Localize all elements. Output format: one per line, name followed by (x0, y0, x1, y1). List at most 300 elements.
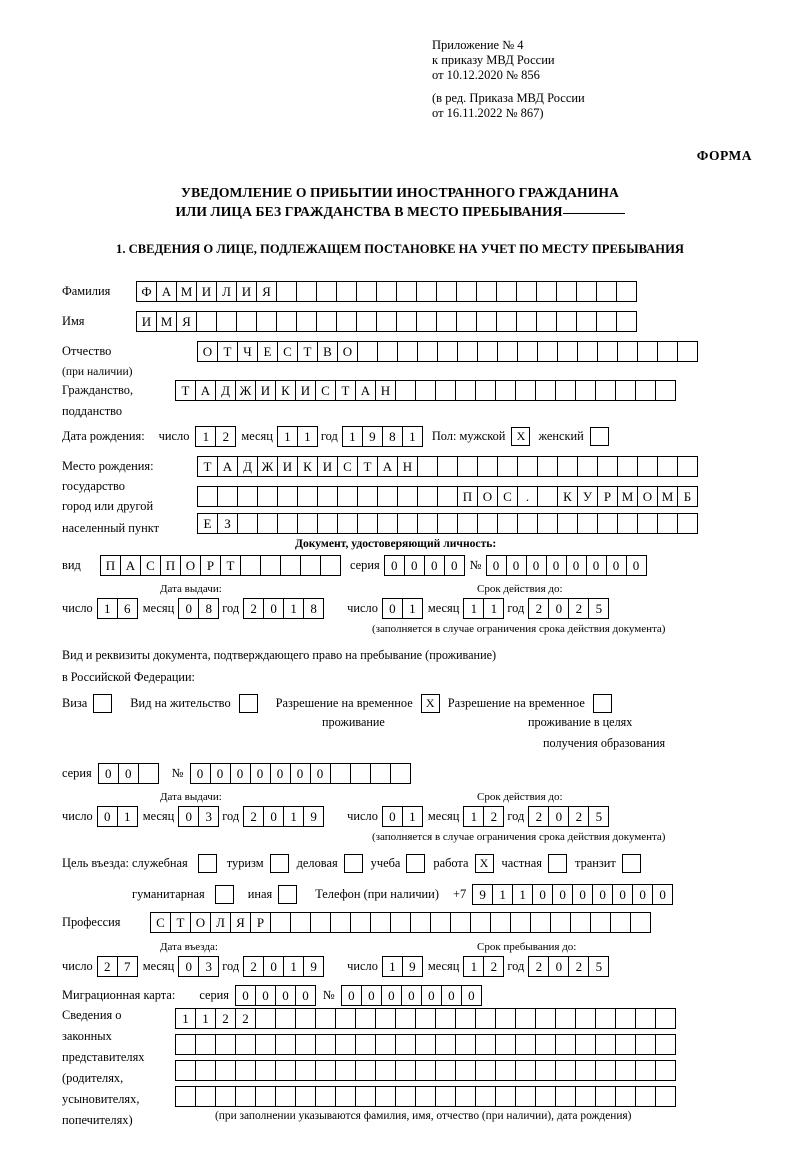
form-cell[interactable] (655, 1060, 676, 1081)
form-cell[interactable] (375, 1034, 396, 1055)
checkbox-purpose-business[interactable] (344, 854, 363, 873)
form-cell[interactable]: О (190, 912, 211, 933)
form-cell[interactable] (617, 513, 638, 534)
birth-month-boxes[interactable] (277, 426, 317, 447)
form-cell[interactable] (390, 763, 411, 784)
form-cell[interactable]: В (317, 341, 338, 362)
form-cell[interactable]: 0 (461, 985, 482, 1006)
form-cell[interactable] (240, 555, 261, 576)
form-cell[interactable] (195, 1060, 216, 1081)
form-cell[interactable] (655, 1034, 676, 1055)
form-cell[interactable] (280, 555, 301, 576)
form-cell[interactable] (417, 341, 438, 362)
form-cell[interactable] (455, 1008, 476, 1029)
form-cell[interactable] (535, 1008, 556, 1029)
form-cell[interactable]: 0 (526, 555, 547, 576)
form-cell[interactable]: А (195, 380, 216, 401)
form-cell[interactable]: 1 (492, 884, 513, 905)
form-cell[interactable] (277, 513, 298, 534)
form-cell[interactable]: И (136, 311, 157, 332)
form-cell[interactable]: Р (597, 486, 618, 507)
form-cell[interactable] (416, 281, 437, 302)
form-cell[interactable] (257, 513, 278, 534)
form-cell[interactable]: 0 (270, 763, 291, 784)
form-cell[interactable] (575, 380, 596, 401)
form-cell[interactable] (356, 311, 377, 332)
form-cell[interactable] (537, 341, 558, 362)
form-cell[interactable]: 0 (444, 555, 465, 576)
form-cell[interactable] (437, 456, 458, 477)
form-cell[interactable] (217, 486, 238, 507)
form-cell[interactable] (376, 281, 397, 302)
entry-day-boxes[interactable] (97, 956, 137, 977)
form-cell[interactable] (475, 1086, 496, 1107)
form-cell[interactable]: 1 (283, 806, 304, 827)
form-cell[interactable] (595, 1086, 616, 1107)
form-cell[interactable] (477, 341, 498, 362)
form-cell[interactable]: 0 (441, 985, 462, 1006)
form-cell[interactable]: Я (176, 311, 197, 332)
form-cell[interactable] (310, 912, 331, 933)
form-cell[interactable]: 0 (552, 884, 573, 905)
form-cell[interactable] (555, 380, 576, 401)
form-cell[interactable] (235, 1060, 256, 1081)
form-cell[interactable]: Т (175, 380, 196, 401)
form-cell[interactable] (517, 513, 538, 534)
form-cell[interactable]: К (557, 486, 578, 507)
form-cell[interactable]: 2 (568, 956, 589, 977)
form-cell[interactable]: Е (197, 513, 218, 534)
checkbox-purpose-other[interactable] (278, 885, 297, 904)
form-cell[interactable]: 1 (175, 1008, 196, 1029)
permit-valid-month-boxes[interactable] (463, 806, 503, 827)
form-cell[interactable] (596, 311, 617, 332)
form-cell[interactable] (437, 341, 458, 362)
phone-boxes[interactable] (472, 884, 672, 905)
form-cell[interactable] (296, 281, 317, 302)
form-cell[interactable]: О (180, 555, 201, 576)
form-cell[interactable]: 2 (528, 598, 549, 619)
checkbox-purpose-humanitarian[interactable] (215, 885, 234, 904)
form-cell[interactable]: 0 (572, 884, 593, 905)
form-cell[interactable]: 0 (263, 806, 284, 827)
form-cell[interactable] (615, 1034, 636, 1055)
form-cell[interactable]: 0 (384, 555, 405, 576)
form-cell[interactable]: П (457, 486, 478, 507)
form-cell[interactable]: 0 (235, 985, 256, 1006)
form-cell[interactable] (455, 380, 476, 401)
doc-issue-day-boxes[interactable] (97, 598, 137, 619)
form-cell[interactable]: 0 (98, 763, 119, 784)
profession-boxes[interactable] (150, 912, 650, 933)
form-cell[interactable] (435, 1008, 456, 1029)
form-cell[interactable] (175, 1060, 196, 1081)
form-cell[interactable]: 1 (342, 426, 363, 447)
form-cell[interactable] (357, 486, 378, 507)
form-cell[interactable] (335, 1034, 356, 1055)
stay-month-boxes[interactable] (463, 956, 503, 977)
form-cell[interactable] (315, 1086, 336, 1107)
form-cell[interactable] (495, 1086, 516, 1107)
stay-day-boxes[interactable] (382, 956, 422, 977)
form-cell[interactable] (475, 380, 496, 401)
form-cell[interactable]: Т (297, 341, 318, 362)
form-cell[interactable]: 0 (382, 806, 403, 827)
form-cell[interactable]: 2 (483, 956, 504, 977)
form-cell[interactable] (295, 1086, 316, 1107)
form-cell[interactable] (515, 1008, 536, 1029)
form-cell[interactable] (556, 311, 577, 332)
form-cell[interactable]: 0 (566, 555, 587, 576)
form-cell[interactable] (476, 281, 497, 302)
form-cell[interactable] (337, 486, 358, 507)
form-cell[interactable] (297, 486, 318, 507)
form-cell[interactable]: 6 (117, 598, 138, 619)
form-cell[interactable]: Б (677, 486, 698, 507)
form-cell[interactable]: К (297, 456, 318, 477)
form-cell[interactable]: И (196, 281, 217, 302)
form-cell[interactable] (495, 380, 516, 401)
form-cell[interactable] (415, 380, 436, 401)
form-cell[interactable] (397, 341, 418, 362)
form-cell[interactable] (496, 311, 517, 332)
form-cell[interactable] (657, 456, 678, 477)
form-cell[interactable] (435, 1034, 456, 1055)
form-cell[interactable] (196, 311, 217, 332)
form-cell[interactable]: А (355, 380, 376, 401)
form-cell[interactable] (555, 1008, 576, 1029)
checkbox-purpose-tourism[interactable] (270, 854, 289, 873)
form-cell[interactable] (437, 486, 458, 507)
doc-valid-year-boxes[interactable] (528, 598, 608, 619)
form-cell[interactable] (677, 513, 698, 534)
legal-rep-boxes-row4[interactable] (175, 1086, 675, 1107)
form-cell[interactable] (370, 912, 391, 933)
form-cell[interactable] (410, 912, 431, 933)
form-cell[interactable]: 2 (568, 598, 589, 619)
form-cell[interactable] (556, 281, 577, 302)
form-cell[interactable] (595, 1060, 616, 1081)
form-cell[interactable] (277, 486, 298, 507)
form-cell[interactable] (610, 912, 631, 933)
form-cell[interactable] (255, 1086, 276, 1107)
form-cell[interactable]: 0 (210, 763, 231, 784)
form-cell[interactable]: 2 (528, 806, 549, 827)
form-cell[interactable] (617, 341, 638, 362)
doc-kind-boxes[interactable] (100, 555, 340, 576)
form-cell[interactable] (315, 1034, 336, 1055)
form-cell[interactable] (635, 380, 656, 401)
checkbox-purpose-private[interactable] (548, 854, 567, 873)
checkbox-purpose-transit[interactable] (622, 854, 641, 873)
form-cell[interactable] (456, 281, 477, 302)
form-cell[interactable] (375, 1086, 396, 1107)
form-cell[interactable] (255, 1034, 276, 1055)
form-cell[interactable]: 5 (588, 806, 609, 827)
form-cell[interactable]: 9 (303, 956, 324, 977)
form-cell[interactable]: 1 (402, 426, 423, 447)
form-cell[interactable] (235, 1086, 256, 1107)
form-cell[interactable]: А (120, 555, 141, 576)
form-cell[interactable]: И (236, 281, 257, 302)
name-boxes[interactable] (136, 311, 636, 332)
form-cell[interactable] (497, 341, 518, 362)
form-cell[interactable] (475, 1008, 496, 1029)
permit-series-boxes[interactable] (98, 763, 158, 784)
form-cell[interactable] (417, 486, 438, 507)
form-cell[interactable] (516, 311, 537, 332)
form-cell[interactable]: 0 (381, 985, 402, 1006)
form-cell[interactable] (430, 912, 451, 933)
migration-series-boxes[interactable] (235, 985, 315, 1006)
form-cell[interactable] (417, 456, 438, 477)
form-cell[interactable] (517, 341, 538, 362)
form-cell[interactable] (330, 763, 351, 784)
form-cell[interactable]: М (176, 281, 197, 302)
form-cell[interactable] (457, 341, 478, 362)
form-cell[interactable] (216, 311, 237, 332)
form-cell[interactable]: 7 (117, 956, 138, 977)
form-cell[interactable]: 1 (297, 426, 318, 447)
form-cell[interactable]: 0 (626, 555, 647, 576)
form-cell[interactable] (455, 1060, 476, 1081)
form-cell[interactable] (576, 311, 597, 332)
form-cell[interactable]: Т (217, 341, 238, 362)
form-cell[interactable]: 1 (97, 598, 118, 619)
form-cell[interactable]: 3 (198, 806, 219, 827)
form-cell[interactable] (375, 1060, 396, 1081)
form-cell[interactable]: 1 (283, 598, 304, 619)
form-cell[interactable] (637, 456, 658, 477)
form-cell[interactable] (516, 281, 537, 302)
form-cell[interactable] (597, 513, 618, 534)
form-cell[interactable] (495, 1008, 516, 1029)
form-cell[interactable] (315, 1060, 336, 1081)
form-cell[interactable] (617, 456, 638, 477)
form-cell[interactable]: И (295, 380, 316, 401)
form-cell[interactable]: 0 (310, 763, 331, 784)
form-cell[interactable] (415, 1060, 436, 1081)
permit-number-boxes[interactable] (190, 763, 410, 784)
form-cell[interactable] (550, 912, 571, 933)
form-cell[interactable]: Т (357, 456, 378, 477)
form-cell[interactable]: 0 (290, 763, 311, 784)
permit-issue-month-boxes[interactable] (178, 806, 218, 827)
form-cell[interactable]: У (577, 486, 598, 507)
form-cell[interactable] (635, 1034, 656, 1055)
form-cell[interactable]: 0 (250, 763, 271, 784)
form-cell[interactable] (456, 311, 477, 332)
form-cell[interactable] (475, 1034, 496, 1055)
form-cell[interactable]: 0 (404, 555, 425, 576)
checkbox-purpose-service[interactable] (198, 854, 217, 873)
form-cell[interactable] (575, 1034, 596, 1055)
form-cell[interactable] (316, 281, 337, 302)
birth-place-boxes[interactable] (197, 456, 697, 477)
form-cell[interactable] (495, 1060, 516, 1081)
form-cell[interactable]: 1 (463, 806, 484, 827)
form-cell[interactable]: 0 (612, 884, 633, 905)
form-cell[interactable] (555, 1034, 576, 1055)
form-cell[interactable]: 1 (195, 426, 216, 447)
legal-rep-boxes-row1[interactable] (175, 1008, 675, 1029)
form-cell[interactable]: 0 (606, 555, 627, 576)
form-cell[interactable] (295, 1034, 316, 1055)
surname-boxes[interactable] (136, 281, 636, 302)
form-cell[interactable]: С (140, 555, 161, 576)
form-cell[interactable]: 0 (275, 985, 296, 1006)
form-cell[interactable] (357, 341, 378, 362)
form-cell[interactable] (677, 341, 698, 362)
form-cell[interactable] (557, 341, 578, 362)
form-cell[interactable] (495, 1034, 516, 1055)
form-cell[interactable] (557, 513, 578, 534)
checkbox-visa[interactable] (93, 694, 112, 713)
form-cell[interactable] (395, 1060, 416, 1081)
form-cell[interactable] (317, 513, 338, 534)
form-cell[interactable] (515, 1034, 536, 1055)
form-cell[interactable] (615, 380, 636, 401)
form-cell[interactable]: 0 (178, 956, 199, 977)
form-cell[interactable]: О (637, 486, 658, 507)
form-cell[interactable]: 0 (178, 598, 199, 619)
form-cell[interactable] (316, 311, 337, 332)
form-cell[interactable]: О (477, 486, 498, 507)
entry-month-boxes[interactable] (178, 956, 218, 977)
form-cell[interactable] (236, 311, 257, 332)
form-cell[interactable]: 0 (632, 884, 653, 905)
form-cell[interactable] (596, 281, 617, 302)
form-cell[interactable] (276, 311, 297, 332)
form-cell[interactable]: 0 (230, 763, 251, 784)
form-cell[interactable] (510, 912, 531, 933)
form-cell[interactable] (455, 1086, 476, 1107)
checkbox-temp-residence[interactable]: Х (421, 694, 440, 713)
form-cell[interactable] (537, 486, 558, 507)
form-cell[interactable]: Р (200, 555, 221, 576)
form-cell[interactable] (275, 1060, 296, 1081)
form-cell[interactable] (457, 513, 478, 534)
form-cell[interactable]: 1 (382, 956, 403, 977)
form-cell[interactable]: 0 (295, 985, 316, 1006)
form-cell[interactable] (630, 912, 651, 933)
form-cell[interactable]: М (156, 311, 177, 332)
form-cell[interactable]: 0 (341, 985, 362, 1006)
form-cell[interactable]: А (377, 456, 398, 477)
form-cell[interactable]: И (317, 456, 338, 477)
form-cell[interactable] (477, 513, 498, 534)
form-cell[interactable] (435, 1060, 456, 1081)
permit-issue-day-boxes[interactable] (97, 806, 137, 827)
form-cell[interactable]: Т (220, 555, 241, 576)
form-cell[interactable]: 0 (263, 598, 284, 619)
form-cell[interactable]: 0 (424, 555, 445, 576)
form-cell[interactable]: С (497, 486, 518, 507)
doc-issue-year-boxes[interactable] (243, 598, 323, 619)
form-cell[interactable] (275, 1034, 296, 1055)
checkbox-male[interactable]: Х (511, 427, 530, 446)
form-cell[interactable] (635, 1008, 656, 1029)
form-cell[interactable]: 0 (382, 598, 403, 619)
form-cell[interactable] (300, 555, 321, 576)
form-cell[interactable] (237, 513, 258, 534)
form-cell[interactable]: Ж (235, 380, 256, 401)
patronymic-boxes[interactable] (197, 341, 697, 362)
form-cell[interactable] (195, 1086, 216, 1107)
form-cell[interactable] (535, 1034, 556, 1055)
form-cell[interactable] (395, 380, 416, 401)
form-cell[interactable] (635, 1060, 656, 1081)
form-cell[interactable]: Т (170, 912, 191, 933)
form-cell[interactable]: 2 (97, 956, 118, 977)
form-cell[interactable] (616, 311, 637, 332)
form-cell[interactable] (570, 912, 591, 933)
form-cell[interactable] (575, 1086, 596, 1107)
form-cell[interactable] (655, 380, 676, 401)
form-cell[interactable]: 2 (568, 806, 589, 827)
form-cell[interactable]: 9 (402, 956, 423, 977)
form-cell[interactable] (335, 1086, 356, 1107)
form-cell[interactable]: 2 (235, 1008, 256, 1029)
migration-number-boxes[interactable] (341, 985, 481, 1006)
form-cell[interactable]: 8 (198, 598, 219, 619)
form-cell[interactable] (535, 1060, 556, 1081)
form-cell[interactable] (497, 513, 518, 534)
form-cell[interactable]: 2 (215, 426, 236, 447)
form-cell[interactable] (377, 513, 398, 534)
form-cell[interactable]: 2 (215, 1008, 236, 1029)
form-cell[interactable] (270, 912, 291, 933)
checkbox-residence-permit[interactable] (239, 694, 258, 713)
form-cell[interactable]: З (217, 513, 238, 534)
form-cell[interactable] (415, 1086, 436, 1107)
form-cell[interactable] (335, 1008, 356, 1029)
form-cell[interactable] (260, 555, 281, 576)
legal-rep-boxes-row2[interactable] (175, 1034, 675, 1055)
form-cell[interactable] (595, 1034, 616, 1055)
form-cell[interactable]: 5 (588, 956, 609, 977)
form-cell[interactable] (435, 380, 456, 401)
form-cell[interactable] (337, 513, 358, 534)
form-cell[interactable]: Р (250, 912, 271, 933)
form-cell[interactable]: 0 (401, 985, 422, 1006)
form-cell[interactable] (655, 1086, 676, 1107)
form-cell[interactable] (215, 1086, 236, 1107)
form-cell[interactable]: П (160, 555, 181, 576)
form-cell[interactable] (616, 281, 637, 302)
form-cell[interactable]: С (315, 380, 336, 401)
form-cell[interactable] (375, 1008, 396, 1029)
form-cell[interactable] (536, 281, 557, 302)
form-cell[interactable]: С (150, 912, 171, 933)
checkbox-edu-residence[interactable] (593, 694, 612, 713)
checkbox-purpose-work[interactable]: Х (475, 854, 494, 873)
form-cell[interactable] (195, 1034, 216, 1055)
form-cell[interactable] (637, 341, 658, 362)
birth-day-boxes[interactable] (195, 426, 235, 447)
form-cell[interactable] (437, 513, 458, 534)
form-cell[interactable] (416, 311, 437, 332)
form-cell[interactable] (396, 311, 417, 332)
form-cell[interactable] (657, 341, 678, 362)
form-cell[interactable] (655, 1008, 676, 1029)
form-cell[interactable] (275, 1086, 296, 1107)
form-cell[interactable] (470, 912, 491, 933)
form-cell[interactable]: 0 (190, 763, 211, 784)
form-cell[interactable]: 1 (463, 956, 484, 977)
form-cell[interactable] (535, 380, 556, 401)
form-cell[interactable] (297, 513, 318, 534)
